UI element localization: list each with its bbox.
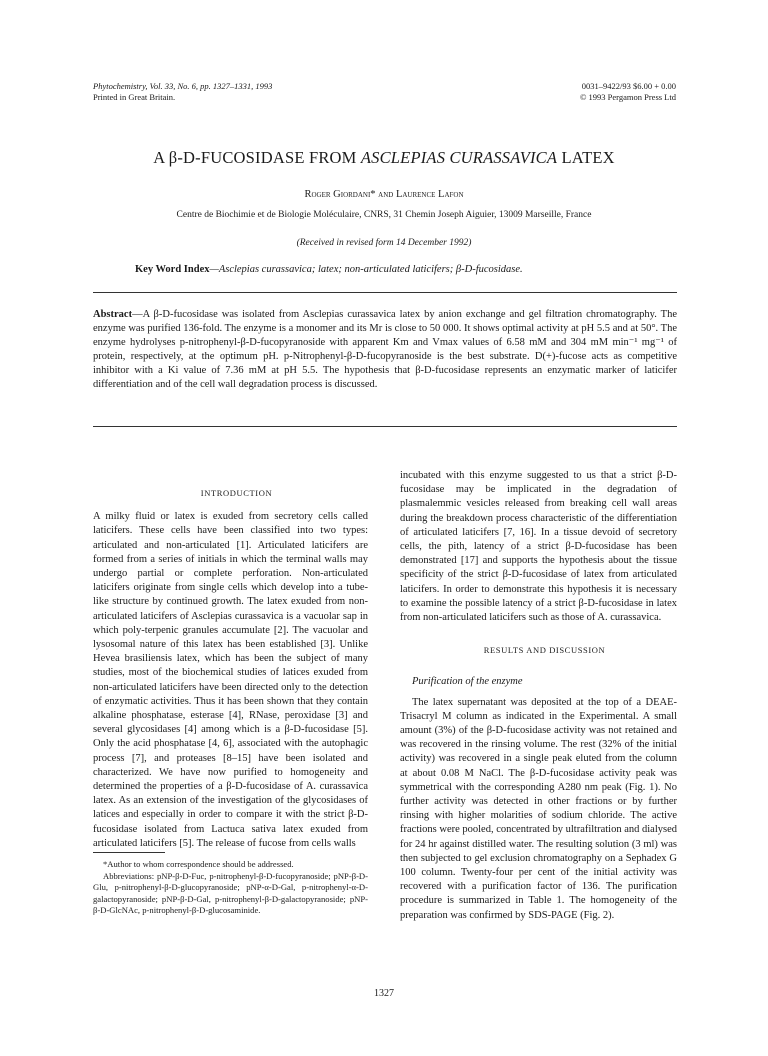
introduction-heading: INTRODUCTION (200, 488, 273, 498)
results-heading: RESULTS AND DISCUSSION (483, 645, 606, 656)
journal-citation: Phytochemistry, Vol. 33, No. 6, pp. 1327–1331, 1993 (93, 81, 273, 91)
title-suffix: LATEX (557, 148, 615, 167)
introduction-continued: incubated with this enzyme suggested to us that a strict β-D-fucosidase may be implicated in the degradation of plasmalemmic vesicles released from breaking cell wall areas during the breakdown process characteristic of the differentiation of articulated laticifers [7, 16]. In a tissue devoid of secretory cells, the pith, latency of a strict β-D-fucosidase has been demonstrated [17] and supports the hypothesis about the tissue specificity of the strict β-D-fucosidase of latex from articulated laticifers. In order to demonstrate this hypothesis it is necessary to examine the possible latency of a strict β-D-fucosidase in latex from non-articulated laticifers such as those of A. curassavica. (400, 470, 677, 624)
key-word-index (135, 264, 675, 275)
left-column (93, 486, 368, 851)
right-column (400, 469, 677, 923)
abstract-bottom-rule (93, 426, 677, 427)
printed-in: Printed in Great Britain. (93, 92, 176, 102)
title-species: ASCLEPIAS CURASSAVICA (360, 148, 558, 167)
copyright-line: © 1993 Pergamon Press Ltd (579, 92, 676, 102)
purification-subheading: Purification of the enzyme (412, 676, 523, 688)
running-header-right (580, 81, 676, 103)
article-code: 0031–9422/93 $6.00 + 0.00 (581, 81, 676, 91)
received-date: (Received in revised form 14 December 1992) (296, 238, 472, 248)
abstract-top-rule (93, 292, 677, 293)
authors: Roger Giordani* and Laurence Lafon (304, 189, 464, 200)
keywords-text: —Asclepias curassavica; latex; non-articulated laticifers; β-D-fucosidase. (209, 264, 523, 275)
affiliation: Centre de Biochimie et de Biologie Moléculaire, CNRS, 31 Chemin Joseph Aiguier, 13009 Marseille, France (176, 210, 592, 220)
footnote-rule (93, 852, 165, 853)
running-header-left (93, 81, 272, 103)
page-number: 1327 (374, 988, 394, 999)
introduction-paragraph: A milky fluid or latex is exuded from secretory cells called laticifers. These cells have been classified into two types: articulated and non-articulated [1]. Articulated laticifers are formed from a series of initials in which the terminal walls may undergo partial or complete perforation. Non-articulated laticifers originate from single cells which develop into a tube-like structure by continued growth. The latex exuded from non-articulated laticifers of Asclepias curassavica is a vacuolar sap in which poly-terpenic granules accumulate [2]. The vacuolar and lysosomal nature of this latex has been established [3]. Unlike Hevea brasiliensis latex, which has been the subject of many studies, most of the biochemical studies of latices exuded from non-articulated laticifers have been directed only to the detection of enzymatic activities. Thus it has been shown that they contain alkaline phosphatase, esterase [4], RNase, peroxidase [3] and several glycosidases [4] among which is a β-D-fucosidase [5]. Only the acid phosphatase [4, 6], associated with the autophagic process [7], and proteases [8–15] have been isolated and characterized. We have now purified to homogeneity and determined the properties of a β-D-fucosidase of A. curassavica latex. As an extension of the investigation of the glycosidases of latices and especially in order to compare it with the strict β-D-fucosidase isolated from Lactuca sativa latex exuded from articulated laticifers [5]. The release of fucose from cells walls (93, 511, 368, 849)
keywords-label: Key Word Index (135, 264, 210, 275)
abstract-text: —A β-D-fucosidase was isolated from Asclepias curassavica latex by anion exchange and gel filtration chromatography. The enzyme was purified 136-fold. The enzyme is a monomer and its Mr is close to 50 000. It shows optimal activity at pH 5.5 and at 50°. The enzyme hydrolyses p-nitrophenyl-β-D-fucopyranoside with apparent Km and Vmax values of 6.58 mM and 304 mM min⁻¹ mg⁻¹ of protein, respectively, at the optimum pH. p-Nitrophenyl-β-D-fucopyranoside is the best substrate. D(+)-fucose acts as competitive inhibitor with a Ki value of 7.36 mM at pH 5.5. The hypothesis that β-D-fucosidase represents an enzymatic marker of laticifer differentiation and of the cell wall degradation process is discussed. (93, 309, 677, 390)
abbreviations-note: Abbreviations: pNP-β-D-Fuc, p-nitrophenyl-β-D-fucopyranoside; pNP-β-D-Glu, p-nitrophenyl-β-D-glucopyranoside; pNP-α-D-Gal, p-nitrophenyl-α-D-galactopyranoside; pNP-β-D-Gal, p-nitrophenyl-β-D-galactopyranoside; pNP-β-D-GlcNAc, p-nitrophenyl-β-D-glucosaminide. (93, 870, 368, 916)
footnotes (93, 859, 368, 917)
abstract (93, 308, 677, 392)
article-title (0, 148, 768, 168)
corresponding-author-note: *Author to whom correspondence should be addressed. (103, 859, 294, 869)
abstract-label: Abstract (93, 309, 133, 320)
purification-paragraph: The latex supernatant was deposited at the top of a DEAE-Trisacryl M column as indicated in the Experimental. A small amount (3%) of the β-D-fucosidase activity was not retained and was recovered in the rinsing volume. The rest (32% of the initial activity) was recovered in a single peak eluted from the column at about 0.08 M NaCl. The β-D-fucosidase activity peak was symmetrical with the corresponding A280 nm peak (Fig. 1). No further activity was detected in other fractions or by further rinsing with higher molarities of sodium chloride. The active fractions were pooled, concentrated by ultrafiltration and dialysed for 24 hr against distilled water. The resulting solution (3 ml) was then subjected to gel exclusion chromatography on a Sephadex G 100 column. Twenty-four per cent of the initial activity was recovered with a purification factor of 136. The purification procedure is summarized in Table 1. The homogeneity of the preparation was confirmed by SDS-PAGE (Fig. 2). (400, 696, 677, 921)
title-prefix: A β-D-FUCOSIDASE FROM (153, 148, 361, 167)
